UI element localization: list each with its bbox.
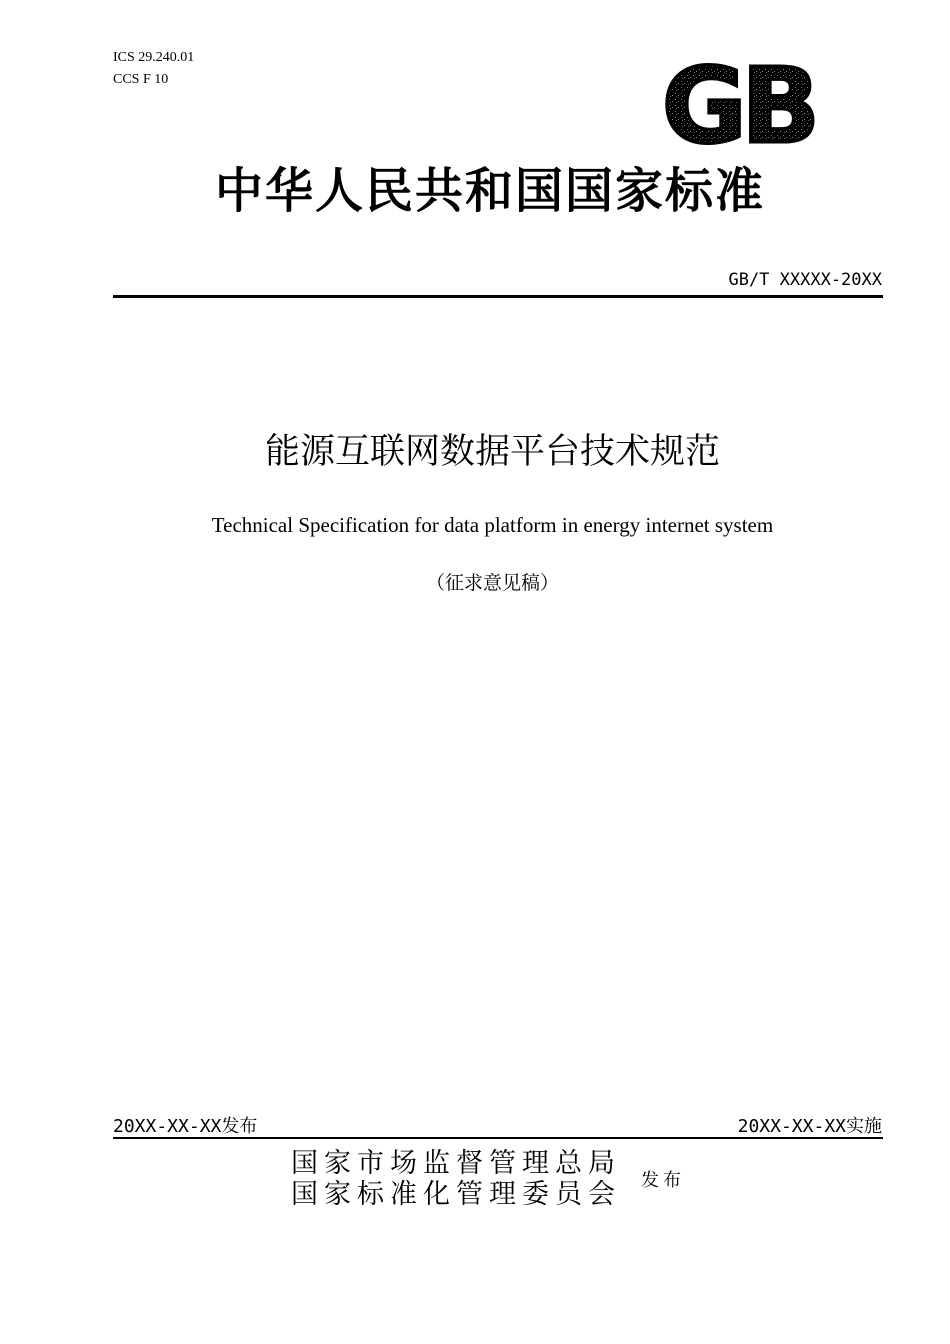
implement-date-line — [738, 1112, 882, 1138]
issue-date-line — [113, 1112, 257, 1138]
classification-codes — [113, 47, 194, 91]
document-title-en: Technical Specification for data platform in energy internet system — [211, 513, 774, 537]
standard-title: 中华人民共和国国家标准 — [214, 163, 765, 219]
footer-divider — [113, 1137, 883, 1139]
header-divider — [113, 295, 883, 298]
standard-number: GB/T XXXXX-20XX — [728, 270, 882, 290]
document-title-cn: 能源互联网数据平台技术规范 — [264, 432, 720, 472]
issuer-sac: 国家标准化管理委员会 — [291, 1179, 621, 1210]
ics-code: ICS 29.240.01 — [113, 50, 195, 65]
implement-date: 20XX-XX-XX — [737, 1116, 846, 1137]
issuer-samr: 国家市场监督管理总局 — [291, 1148, 621, 1179]
gb-logo-text: GB — [661, 56, 815, 150]
issue-label: 发布 — [221, 1116, 258, 1137]
issue-date: 20XX-XX-XX — [113, 1116, 222, 1137]
publish-label: 发布 — [641, 1170, 685, 1191]
document-stage: （征求意见稿） — [425, 572, 559, 594]
ccs-code: CCS F 10 — [113, 72, 169, 87]
implement-label: 实施 — [846, 1116, 882, 1137]
gb-logo — [650, 56, 826, 150]
